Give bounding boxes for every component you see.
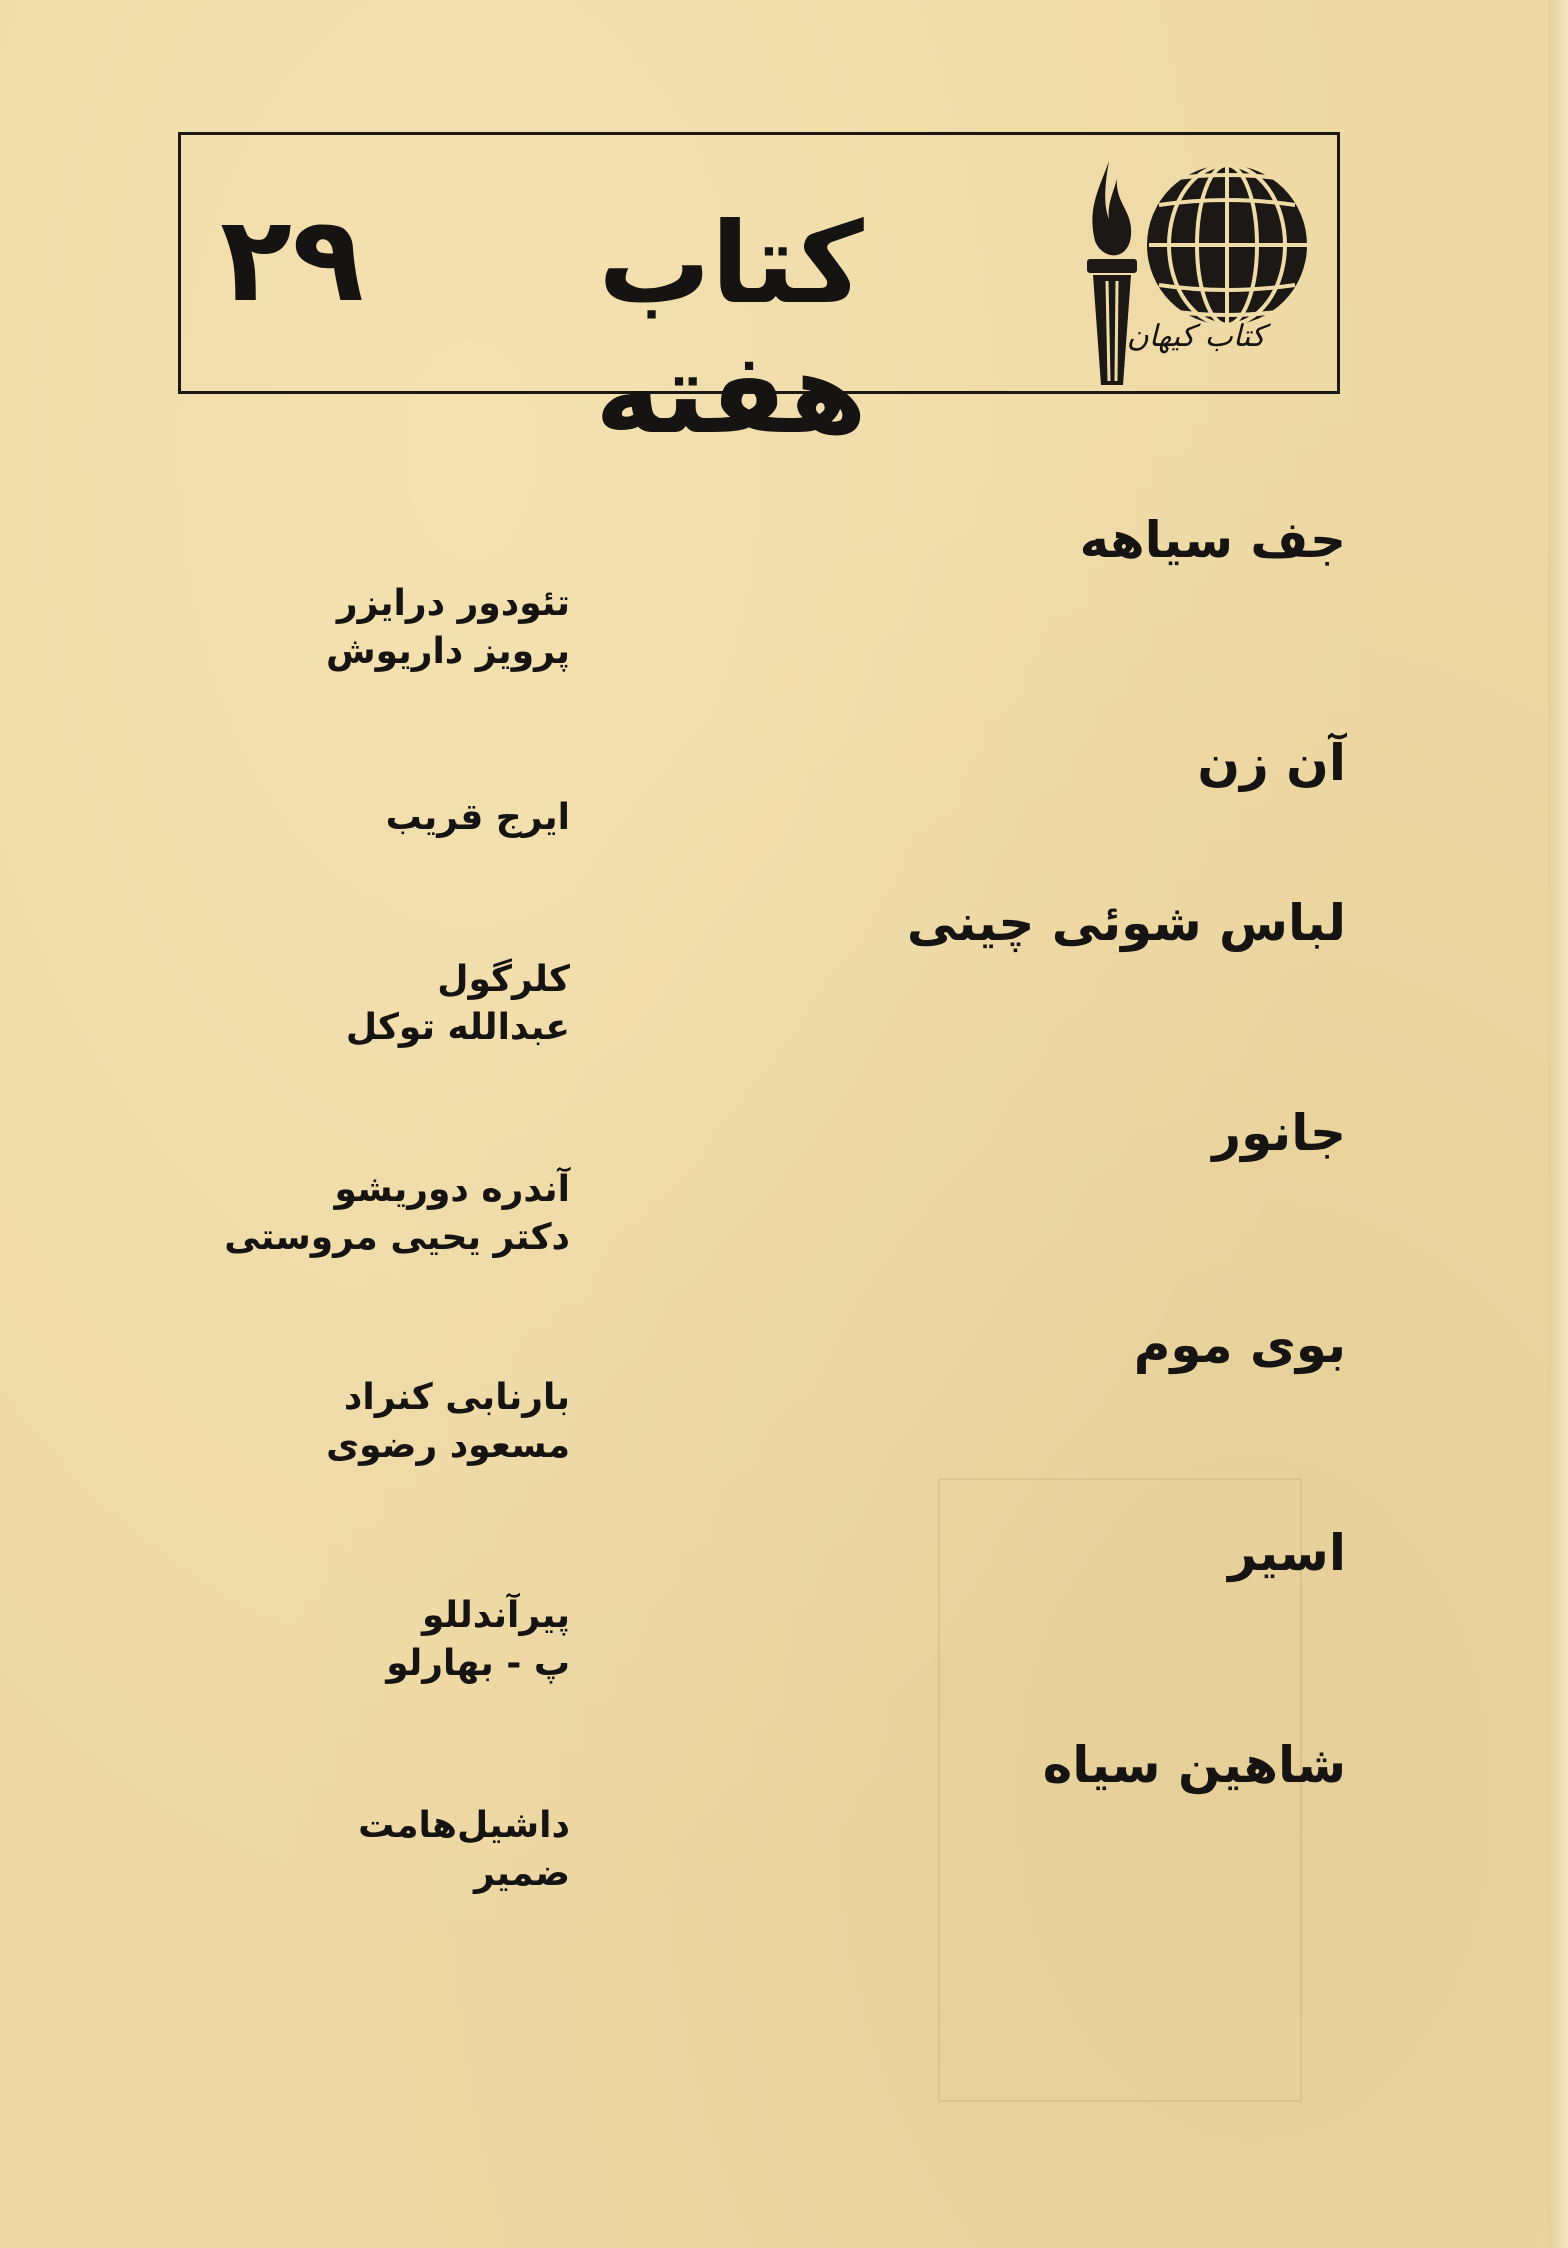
translator-name: ضمیر	[473, 1853, 570, 1894]
logo-caption: کتاب کیهان	[1126, 319, 1266, 354]
translator-name: دکتر یحیی مروستی	[224, 1217, 570, 1258]
book-title: اسیر	[1228, 1524, 1346, 1582]
translator-name: ایرج قریب	[385, 797, 570, 838]
issue-number: ۲۹	[219, 190, 365, 328]
credit-block	[100, 1166, 570, 1262]
translator-name: پرویز داریوش	[325, 631, 570, 672]
author-name: داشیل‌هامت	[358, 1805, 570, 1846]
translator-name: مسعود رضوی	[326, 1425, 570, 1466]
book-title: لباس شوئی چینی	[906, 894, 1346, 952]
book-title: جف سیاهه	[1079, 511, 1346, 569]
author-name: آندره دوریشو	[334, 1169, 570, 1210]
author-name: کلرگول	[437, 959, 570, 1000]
series-title: کتاب هفته	[595, 199, 867, 459]
credit-block	[100, 794, 570, 842]
credit-block	[100, 1374, 570, 1470]
credit-block	[100, 1592, 570, 1688]
credit-block	[100, 1802, 570, 1898]
book-title: شاهین سیاه	[1042, 1736, 1346, 1794]
author-name: تئودور درایزر	[336, 583, 570, 624]
book-title: جانور	[1212, 1104, 1346, 1162]
book-title: آن زن	[1197, 734, 1346, 792]
credit-block	[100, 580, 570, 676]
translator-name: پ - بهارلو	[386, 1643, 570, 1684]
translator-name: عبدالله توکل	[345, 1007, 570, 1048]
page-edge	[1548, 0, 1568, 2248]
credit-block	[100, 956, 570, 1052]
author-name: بارنابی کنراد	[343, 1377, 570, 1418]
header-box	[178, 132, 1340, 459]
author-name: پیرآندللو	[421, 1595, 570, 1636]
book-title: بوی موم	[1133, 1316, 1346, 1374]
